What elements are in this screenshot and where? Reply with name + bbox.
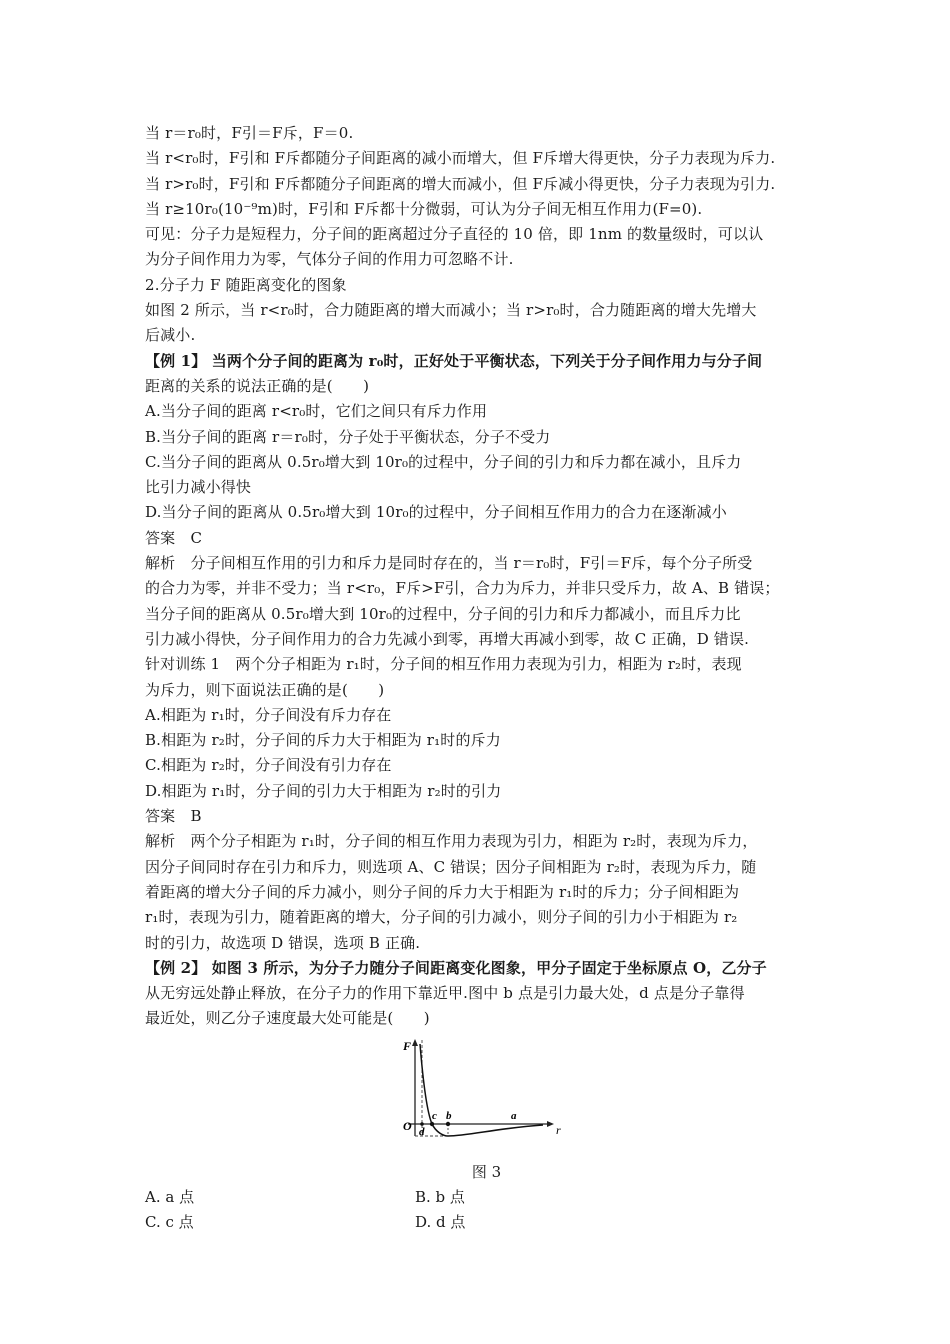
option-line: C.当分子间的距离从 0.5r₀增大到 10r₀的过程中，分子间的引力和斥力都在减小，且斥力 [145, 452, 742, 471]
point-b [446, 1121, 450, 1125]
text-line: 从无穷远处静止释放，在分子力的作用下靠近甲.图中 b 点是引力最大处，d 点是分子靠得 [145, 984, 745, 1003]
figure-caption: 图 3 [471, 1162, 502, 1181]
document-content [145, 121, 810, 1235]
option-line: A.当分子间的距离 r<r₀时，它们之间只有斥力作用 [145, 402, 488, 421]
options-row-1 [145, 1185, 810, 1210]
text-line: 时的引力，故选项 D 错误，选项 B 正确. [145, 933, 421, 952]
text-line: 后减小. [145, 326, 196, 345]
option-c: C. c 点 [145, 1212, 194, 1231]
option-line: B.相距为 r₂时，分子间的斥力大于相距为 r₁时的斥力 [145, 731, 501, 750]
y-axis-arrow [412, 1039, 418, 1046]
force-curve [420, 1044, 543, 1136]
option-b: B. b 点 [415, 1187, 465, 1206]
options-row-2 [145, 1210, 810, 1235]
analysis-line: 解析 两个分子相距为 r₁时，分子间的相互作用力表现为引力，相距为 r₂时，表现为斥力， [145, 832, 758, 851]
training-question: 针对训练 1 两个分子相距为 r₁时，分子间的相互作用力表现为引力，相距为 r₂时，表现 [145, 655, 742, 674]
option-line: B.当分子间的距离 r＝r₀时，分子处于平衡状态，分子不受力 [145, 427, 551, 446]
section-heading: 2.分子力 F 随距离变化的图象 [145, 275, 347, 294]
text-line: 当 r＝r₀时，F引＝F斥，F＝0. [145, 124, 354, 142]
text-line: 当 r≥10r₀(10⁻⁹m)时，F引和 F斥都十分微弱，可认为分子间无相互作用力(F=0). [145, 199, 703, 218]
label-b: b [446, 1109, 452, 1122]
answer-line: 答案 C [145, 528, 203, 547]
answer-line: 答案 B [145, 807, 202, 826]
analysis-line: 解析 分子间相互作用的引力和斥力是同时存在的，当 r＝r₀时，F引＝F斥，每个分子所受 [145, 554, 753, 573]
text-line: 如图 2 所示，当 r<r₀时，合力随距离的增大而减小；当 r>r₀时，合力随距离的增大先增大 [145, 301, 757, 320]
option-line: D.当分子间的距离从 0.5r₀增大到 10r₀的过程中，分子间相互作用力的合力在逐渐减小 [145, 503, 727, 522]
text-line: 当 r>r₀时，F引和 F斥都随分子间距离的增大而减小，但 F斥减小得更快，分子力表现为引力. [145, 174, 776, 193]
text-line: 因分子间同时存在引力和斥力，则选项 A、C 错误；因分子间相距为 r₂时，表现为斥力，随 [145, 857, 757, 876]
text-line: 最近处，则乙分子速度最大处可能是( ) [145, 1009, 430, 1028]
text-line: 比引力减小得快 [145, 478, 252, 497]
text-line: 着距离的增大分子间的斥力减小，则分子间的斥力大于相距为 r₁时的斥力；分子间相距为 [145, 882, 740, 901]
example-2-question: 【例 2】 如图 3 所示，为分子力随分子间距离变化图象，甲分子固定于坐标原点 O，乙分子 [145, 958, 767, 977]
text-line: 为分子间作用力为零，气体分子间的作用力可忽略不计. [145, 250, 514, 269]
label-d: d [419, 1125, 425, 1138]
option-d: D. d 点 [415, 1212, 466, 1231]
text-line: 可见：分子力是短程力，分子间的距离超过分子直径的 10 倍，即 1nm 的数量级时，可以认 [145, 225, 764, 244]
text-line: 的合力为零，并非不受力；当 r<r₀，F斥>F引，合力为斥力，并非只受斥力，故 A、B 错误； [145, 579, 780, 598]
text-line: 距离的关系的说法正确的是( ) [145, 376, 370, 395]
option-line: A.相距为 r₁时，分子间没有斥力存在 [145, 705, 392, 724]
label-c: c [432, 1109, 437, 1122]
text-line: r₁时，表现为引力，随着距离的增大，分子间的引力减小，则分子间的引力小于相距为 r₂ [145, 908, 738, 927]
y-axis-label: F [403, 1038, 412, 1053]
option-line: D.相距为 r₁时，分子间的引力大于相距为 r₂时的引力 [145, 781, 502, 800]
point-c [430, 1121, 434, 1125]
origin-label: O [403, 1118, 412, 1133]
force-distance-graph [398, 1036, 568, 1154]
text-line: 为斥力，则下面说法正确的是( ) [145, 680, 385, 699]
text-line: 引力减小得快，分子间作用力的合力先减小到零，再增大再减小到零，故 C 正确，D 错误. [145, 629, 750, 648]
force-distance-figure [145, 1032, 810, 1160]
example-1-question: 【例 1】 当两个分子间的距离为 r₀时，正好处于平衡状态，下列关于分子间作用力与分子间 [145, 351, 763, 370]
text-line: 当 r<r₀时，F引和 F斥都随分子间距离的减小而增大，但 F斥增大得更快，分子力表现为斥力. [145, 149, 776, 168]
text-line: 当分子间的距离从 0.5r₀增大到 10r₀的过程中，分子间的引力和斥力都减小，而且斥力比 [145, 604, 741, 623]
x-axis-label: r [556, 1122, 561, 1137]
option-a: A. a 点 [145, 1187, 195, 1206]
option-line: C.相距为 r₂时，分子间没有引力存在 [145, 756, 392, 775]
x-axis-arrow [547, 1121, 554, 1127]
label-a: a [511, 1109, 517, 1122]
